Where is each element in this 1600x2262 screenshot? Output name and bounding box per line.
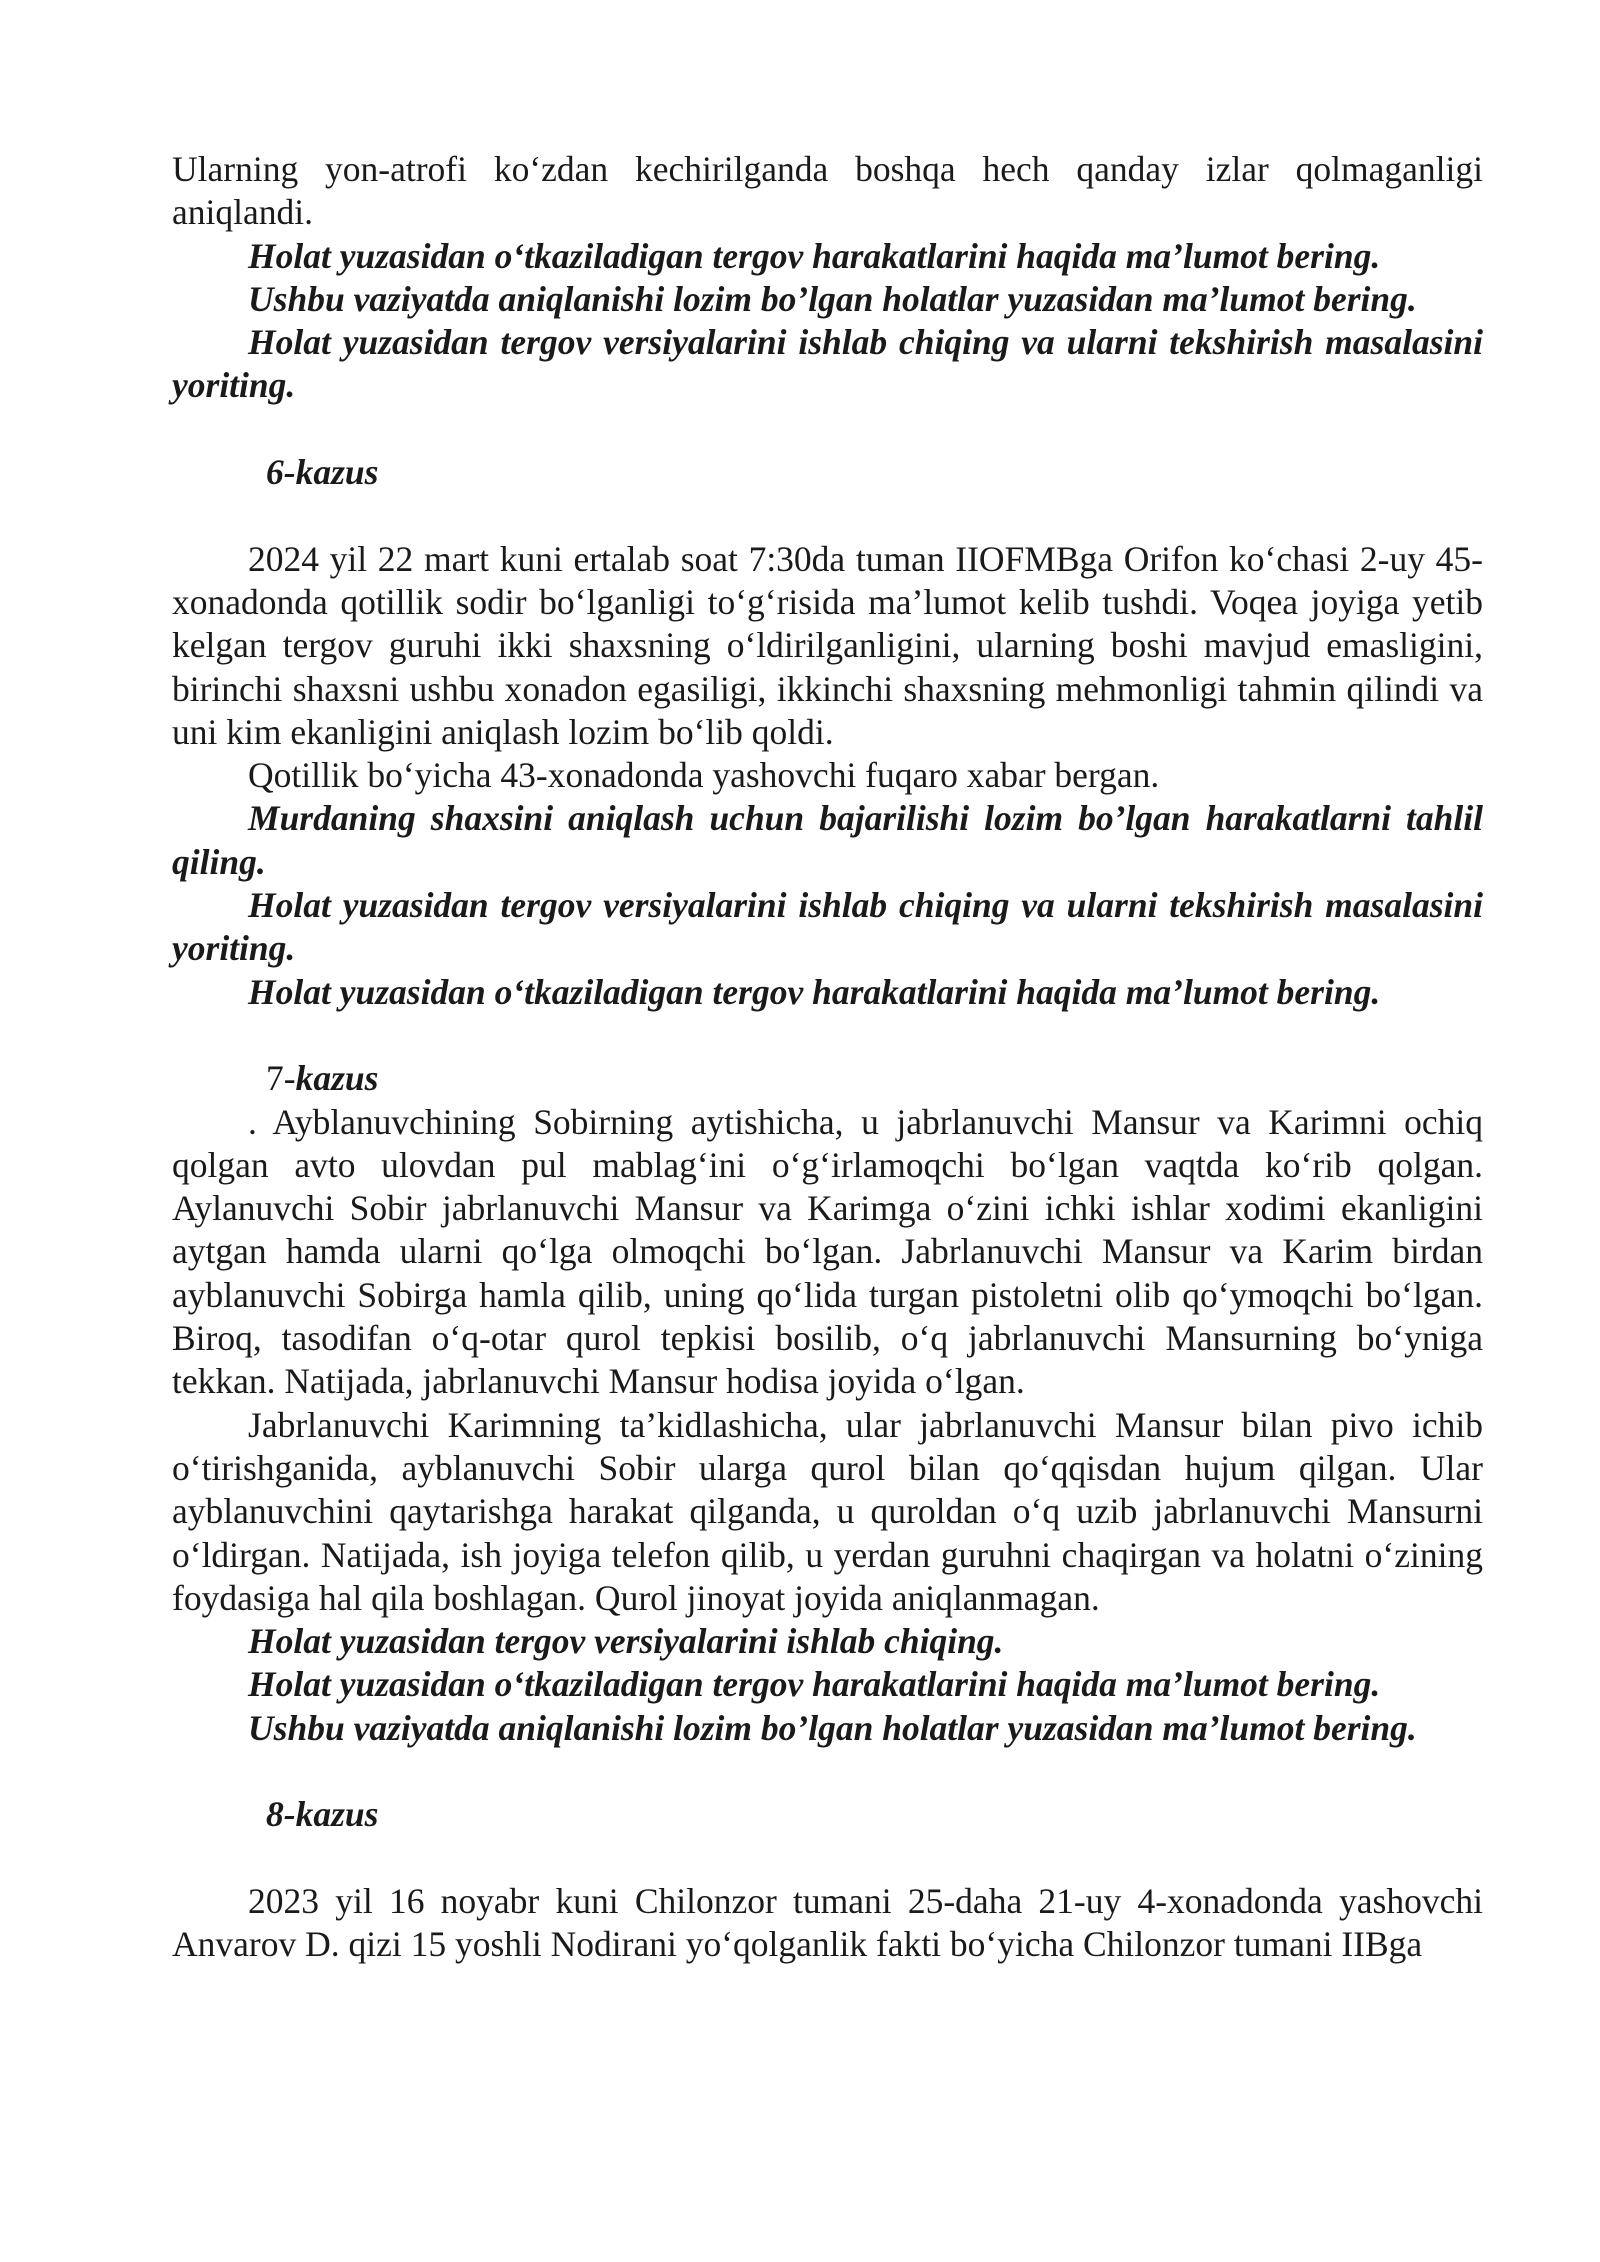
spacer bbox=[172, 1014, 1483, 1057]
case-7-heading-number: 7- bbox=[266, 1058, 296, 1099]
case-6-question-1: Murdaning shaxsini aniqlash uchun bajarilishi lozim bo’lgan harakatlarni tahlil qiling. bbox=[172, 798, 1483, 882]
case-7-question-1: Holat yuzasidan tergov versiyalarini ishlab chiqing. bbox=[248, 1621, 1004, 1662]
question-2: Ushbu vaziyatda aniqlanishi lozim bo’lgan holatlar yuzasidan ma’lumot bering. bbox=[248, 278, 1417, 319]
spacer bbox=[172, 1750, 1483, 1793]
case-8-paragraph-1: 2023 yil 16 noyabr kuni Chilonzor tumani 25-daha 21-uy 4-xonadonda yashovchi Anvarov D. qizi 15 yoshli Nodirani yo‘qolganlik fakti bo‘yicha Chilonzor tumani IIBga bbox=[172, 1880, 1483, 1965]
case-7-heading-word: kazus bbox=[295, 1058, 379, 1099]
case-6-question-2: Holat yuzasidan tergov versiyalarini ishlab chiqing va ularni tekshirish masalasini yoriting. bbox=[172, 885, 1483, 969]
spacer bbox=[172, 408, 1483, 451]
case-7-question-2: Holat yuzasidan o‘tkaziladigan tergov harakatlarini haqida ma’lumot bering. bbox=[248, 1664, 1381, 1705]
case-6-question-3: Holat yuzasidan o‘tkaziladigan tergov harakatlarini haqida ma’lumot bering. bbox=[248, 971, 1381, 1012]
case-7-paragraph-2: Jabrlanuvchi Karimning ta’kidlashicha, ular jabrlanuvchi Mansur bilan pivo ichib o‘tirishganida, ayblanuvchi Sobir ularga qurol bilan qo‘qqisdan hujum qilgan. Ular ayblanuvchini qaytarishga harakat qilganda, u quroldan o‘q uzib jabrlanuvchi Mansurni o‘ldirgan. Natijada, ish joyiga telefon qilib, u yerdan guruhni chaqirgan va holatni o‘zining foydasiga hal qila boshlagan. Qurol jinoyat joyida aniqlanmagan. bbox=[172, 1404, 1483, 1618]
question-3: Holat yuzasidan tergov versiyalarini ishlab chiqing va ularni tekshirish masalasini yoriting. bbox=[172, 322, 1483, 406]
case-8-heading: 8-kazus bbox=[266, 1794, 379, 1835]
case-6-heading: 6-kazus bbox=[266, 452, 379, 493]
spacer bbox=[172, 1837, 1483, 1880]
case-7-paragraph-1: . Ayblanuvchining Sobirning aytishicha, u jabrlanuvchi Mansur va Karimni ochiq qolgan avto ulovdan pul mablag‘ini o‘g‘irlamoqchi bo‘lgan vaqtda ko‘rib qolgan. Aylanuvchi Sobir jabrlanuvchi Mansur va Karimga o‘zini ichki ishlar xodimi ekanligini aytgan hamda ularni qo‘lga olmoqchi bo‘lgan. Jabrlanuvchi Mansur va Karim birdan ayblanuvchi Sobirga hamla qilib, uning qo‘lida turgan pistoletni olib qo‘ymoqchi bo‘lgan. Biroq, tasodifan o‘q-otar qurol tepkisi bosilib, o‘q jabrlanuvchi Mansurning bo‘yniga tekkan. Natijada, jabrlanuvchi Mansur hodisa joyida o‘lgan. bbox=[172, 1101, 1483, 1402]
case-7-question-3: Ushbu vaziyatda aniqlanishi lozim bo’lgan holatlar yuzasidan ma’lumot bering. bbox=[248, 1707, 1417, 1748]
case-6-paragraph-2: Qotillik bo‘yicha 43-xonadonda yashovchi fuqaro xabar bergan. bbox=[248, 755, 1160, 796]
intro-paragraph: Ularning yon-atrofi ko‘zdan kechirilganda boshqa hech qanday izlar qolmaganligi aniqlandi. bbox=[172, 149, 1483, 233]
question-1: Holat yuzasidan o‘tkaziladigan tergov harakatlarini haqida ma’lumot bering. bbox=[248, 235, 1381, 276]
case-7-heading bbox=[172, 1057, 1483, 1100]
case-6-paragraph-1: 2024 yil 22 mart kuni ertalab soat 7:30da tuman IIOFMBga Orifon ko‘chasi 2-uy 45-xonadonda qotillik sodir bo‘lganligi to‘g‘risida ma’lumot kelib tushdi. Voqea joyiga yetib kelgan tergov guruhi ikki shaxsning o‘ldirilganligini, ularning boshi mavjud emasligini, birinchi shaxsni ushbu xonadon egasiligi, ikkinchi shaxsning mehmonligi tahmin qilindi va uni kim ekanligini aniqlash lozim bo‘lib qoldi. bbox=[172, 538, 1483, 752]
document-page bbox=[172, 148, 1483, 1966]
spacer bbox=[172, 494, 1483, 537]
